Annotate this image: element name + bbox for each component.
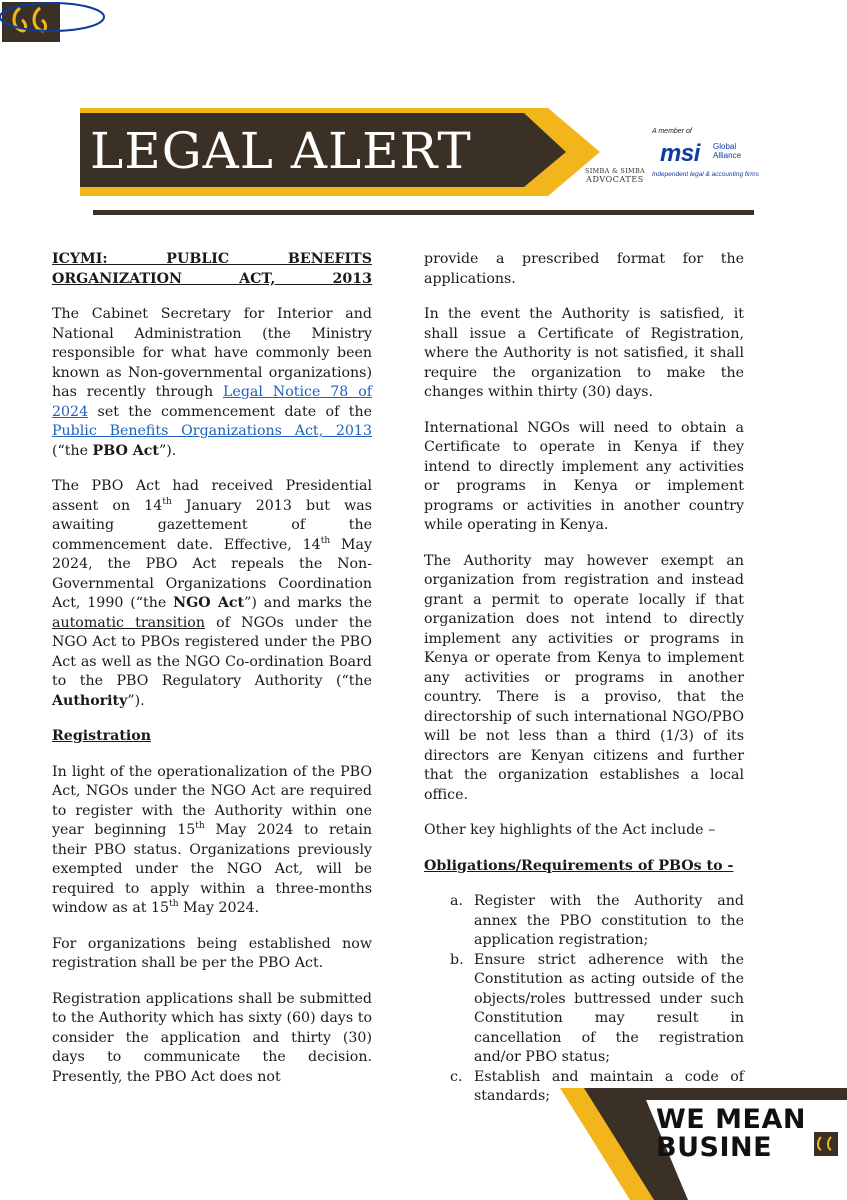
text: The Cabinet Secretary for Interior and National Administration (the Ministry responsible for what have commonly been known as Non-governmental organizations) has recently through (52, 306, 372, 400)
text: ”). (158, 442, 177, 459)
underlined-term: automatic transition (52, 614, 205, 631)
header-rule (93, 210, 754, 215)
paragraph-certificate: In the event the Authority is satisfied, it shall issue a Certificate of Registration, where the Authority is not satisfied, it shall require the organization to make the changes within thirty (30) days. (424, 306, 744, 400)
paragraph-intro (52, 305, 372, 461)
list-item-text: Register with the Authority and annex the PBO constitution to the application registration; (474, 893, 744, 948)
list-item (424, 951, 744, 1068)
text: ”) and marks the (244, 595, 372, 611)
text: The PBO Act had received Presidential assent on 14 (52, 478, 372, 514)
text: May 2024, the PBO Act repeals the Non-Governmental Organizations Coordination Act, 1990 (“the (52, 536, 372, 611)
paragraph-new-orgs: For organizations being established now registration shall be per the PBO Act. (52, 935, 372, 971)
article-title-line1: ICYMI: PUBLIC BENEFITS (52, 251, 372, 267)
list-marker: b. (450, 951, 464, 968)
list-item-text: Ensure strict adherence with the Constitution as acting outside of the objects/roles buttressed under such Constitution may result in cancellation of the registration and/or PBO status; (474, 951, 744, 1065)
text: May 2024. (178, 900, 260, 916)
text: ”). (127, 692, 145, 709)
ordinal-suffix: th (169, 899, 179, 909)
slogan-line1: WE MEAN (656, 1104, 806, 1135)
paragraph-applications: Registration applications shall be submitted to the Authority which has sixty (60) days to consider the application and thirty (30) days to communicate the decision. Presently, the PBO Act does not (52, 990, 372, 1085)
paragraph-highlights: Other key highlights of the Act include – (424, 822, 716, 838)
paragraph-registration (52, 763, 372, 919)
firm-sub: ADVOCATES (586, 175, 644, 184)
obligations-heading: Obligations/Requirements of PBOs to - (424, 857, 734, 874)
article-title-line2: ORGANIZATION ACT, 2013 (52, 270, 372, 287)
registration-heading: Registration (52, 728, 152, 744)
paragraph-international: International NGOs will need to obtain a Certificate to operate in Kenya if they intend to directly implement any activities or programs in Kenya or implement programs or activities in another country while operating in Kenya. (424, 419, 744, 533)
article-title (52, 250, 372, 289)
paragraph-exemption: The Authority may however exempt an organization from registration and instead grant a permit to operate locally if that organization does not intend to directly implement any activities or programs in Kenya or operate from Kenya to implement any activities or programs in another country. There is a proviso, that the directorship of such international NGO/PBO will be not less than a third (1/3) of its directors are Kenyan citizens and further that the organization establishes a local office. (424, 552, 744, 803)
text: In light of the operationalization of the PBO Act, NGOs under the NGO Act are required to register with the Authority within one year beginning 15 (52, 763, 372, 838)
ordinal-suffix: th (162, 496, 172, 507)
paragraph-format: provide a prescribed format for the applications. (424, 251, 744, 287)
bold-term: PBO Act (92, 442, 159, 459)
text: January 2013 but was awaiting gazettement of the commencement date. Effective, 14 (52, 497, 372, 553)
list-marker: a. (450, 893, 463, 909)
list-item (424, 892, 744, 951)
firm-name: SIMBA & SIMBA (584, 167, 646, 175)
header-banner (0, 0, 847, 230)
bold-term: Authority (52, 692, 128, 709)
msi-logo-text: msi (660, 140, 700, 167)
paragraph-assent (52, 477, 372, 711)
footer-slogan (656, 1106, 806, 1162)
network-member-label: A member of (652, 128, 692, 135)
pbo-act-link[interactable]: Public Benefits Organizations Act, 2013 (52, 423, 372, 439)
right-column (424, 250, 744, 1107)
ordinal-suffix: th (320, 535, 331, 546)
text: of NGOs under the NGO Act to PBOs registered under the PBO Act as well as the NGO Co-ordination Board to the PBO Regulatory Authority (“the (52, 614, 373, 689)
list-marker: c. (450, 1068, 463, 1085)
slogan-line2: BUSINE (656, 1132, 773, 1163)
ordinal-suffix: th (195, 821, 205, 831)
left-column (52, 250, 372, 1103)
obligations-list (424, 892, 744, 1107)
bold-term: NGO Act (173, 595, 245, 611)
list-item-text: Establish and maintain a code of standards; (474, 1068, 744, 1104)
document-title: LEGAL ALERT (90, 122, 472, 180)
text: set the commencement date of the (88, 403, 372, 420)
msi-swoosh-icon (0, 0, 110, 34)
text: May 2024 to retain their PBO status. Organizations previously exempted under the NGO Act, will be required to apply within a three-months window as at 15 (52, 822, 372, 916)
network-name: Global Alliance (713, 142, 742, 160)
banner-graphic (0, 0, 847, 230)
network-tagline: Independent legal & accounting firms (652, 171, 759, 178)
text: (“the (52, 442, 93, 459)
legal-notice-link[interactable]: Legal Notice 78 of 2024 (52, 384, 372, 420)
